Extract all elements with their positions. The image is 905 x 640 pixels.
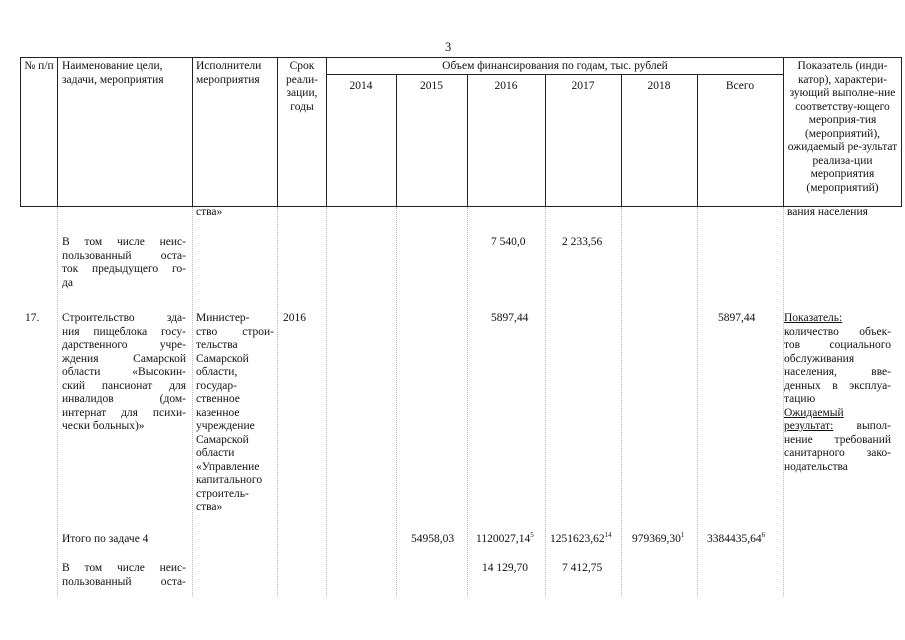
header-year-2016: 2016 xyxy=(494,80,518,92)
expected-label: Ожидаемый xyxy=(784,406,844,419)
footnote-mark: 5 xyxy=(530,531,534,539)
total-row-2018 xyxy=(632,533,684,547)
text-line: области xyxy=(196,447,235,459)
header-year-2018: 2018 xyxy=(647,80,671,92)
header-num: № п/п xyxy=(24,60,54,72)
header-executors: Исполнители мероприятия xyxy=(196,60,262,86)
text-line: тацию xyxy=(784,393,816,405)
text-line: пользованный оста- xyxy=(62,575,186,588)
text-line: Самарской xyxy=(196,433,249,446)
text-line: тов социального xyxy=(784,339,891,351)
text-line: Строительство зда- xyxy=(62,312,186,324)
text-line: области, xyxy=(196,366,238,378)
value: 3384435,64 xyxy=(707,533,762,545)
text-line: государ- xyxy=(196,379,237,392)
text-line: да xyxy=(62,276,73,289)
text-line: дарственного учре- xyxy=(62,339,186,351)
executors-carryover: ства» xyxy=(196,206,223,218)
row17-indicator xyxy=(784,312,891,474)
footnote-mark: 14 xyxy=(604,531,612,539)
text-line: «Управление xyxy=(196,460,260,473)
text-line: инвалидов (дом- xyxy=(62,393,186,405)
header-year-2014: 2014 xyxy=(349,80,373,92)
text-line: В том числе неис- xyxy=(62,562,186,574)
unused-remainder-label xyxy=(62,236,186,290)
text-line: капитального xyxy=(196,474,263,486)
text-line: нение требований xyxy=(784,433,891,446)
header-year-2015: 2015 xyxy=(420,80,443,92)
row17-number: 17. xyxy=(25,312,40,324)
text-line: ственное xyxy=(196,393,240,405)
text-line: ства» xyxy=(196,501,223,513)
row17-name xyxy=(62,312,186,434)
total-row-2015: 54958,03 xyxy=(411,533,455,545)
text-line: области «Высокин- xyxy=(62,366,186,378)
indicator-label: Показатель: xyxy=(784,312,843,324)
text-line: нодательства xyxy=(784,460,848,473)
unused-remainder-2017: 2 233,56 xyxy=(562,236,603,248)
total-row-2016 xyxy=(476,533,534,547)
text-line: казенное xyxy=(196,406,240,419)
page-number: 3 xyxy=(445,40,452,54)
indicator-carryover: вания населения xyxy=(787,206,868,218)
text-line: ток предыдущего го- xyxy=(62,263,186,275)
value: 1251623,62 xyxy=(550,533,605,545)
text-line: ство строи- xyxy=(196,325,274,338)
text-line: населения, вве- xyxy=(784,366,891,378)
unused-remainder-label-2 xyxy=(62,562,186,589)
text-line: выпол- xyxy=(856,420,891,432)
text-line: санитарного зако- xyxy=(784,447,891,459)
text-line: чески больных)» xyxy=(62,420,145,432)
row17-total: 5897,44 xyxy=(718,312,756,324)
row17-executors xyxy=(196,312,274,515)
header-total: Всего xyxy=(725,80,755,92)
text-line: обслуживания xyxy=(784,352,855,365)
expected-label-result: результат: xyxy=(784,420,834,432)
unused-remainder-2-2016: 14 129,70 xyxy=(482,562,528,574)
text-line: учреждение xyxy=(196,420,255,432)
text-line: Самарской xyxy=(196,352,249,365)
unused-remainder-2-2017: 7 412,75 xyxy=(562,562,603,574)
text-line: ждения Самарской xyxy=(62,352,186,365)
text-line: В том числе неис- xyxy=(62,236,186,248)
header-year-2017: 2017 xyxy=(571,80,595,92)
text-line: Министер- xyxy=(196,312,250,324)
total-row-total xyxy=(707,533,765,547)
text-line: интернат для психи- xyxy=(62,406,186,419)
text-line: тельства xyxy=(196,339,238,351)
text-line: денных в эксплуа- xyxy=(784,379,891,392)
header-indicator: Показатель (инди-катор), характери-зующий выполне-ние соответству-ющего мероприя-тия (мероприятий), ожидаемый ре-зультат реализа-ции мероприятия (мероприятий) xyxy=(787,60,898,194)
text-line: ский пансионат для xyxy=(62,379,186,392)
row17-term: 2016 xyxy=(283,312,306,324)
total-row-2017 xyxy=(550,533,612,547)
text-line: строитель- xyxy=(196,487,249,500)
expected-first-line xyxy=(784,420,891,434)
unused-remainder-2016: 7 540,0 xyxy=(491,236,526,248)
total-row-label: Итого по задаче 4 xyxy=(62,533,149,545)
text-line: пользованный оста- xyxy=(62,249,186,262)
header-funding: Объем финансирования по годам, тыс. рублей xyxy=(442,60,668,72)
text-line: ния пищеблока госу- xyxy=(62,325,186,338)
header-name: Наименование цели, задачи, мероприятия xyxy=(62,60,164,86)
value: 979369,30 xyxy=(632,533,681,545)
text-line: количество объек- xyxy=(784,325,891,338)
header-term: Срок реали-зации, годы xyxy=(286,60,318,113)
footnote-mark: 1 xyxy=(680,531,685,539)
value: 1120027,14 xyxy=(476,533,531,545)
footnote-mark: 6 xyxy=(761,531,766,539)
row17-2016: 5897,44 xyxy=(491,312,529,324)
